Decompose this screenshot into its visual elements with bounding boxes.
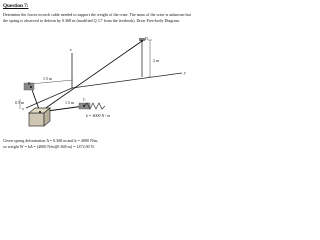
label-0-5m: 0.5 m: [15, 100, 25, 105]
question-page: [0, 0, 200, 169]
statics-diagram: [0, 30, 200, 136]
label-spring-constant: k = 4000 N / m: [86, 113, 111, 118]
given-data-text: [3, 138, 197, 150]
point-a: [39, 111, 41, 113]
y-axis-line: [72, 73, 182, 88]
point-d: [141, 40, 143, 42]
point-b: [30, 86, 32, 88]
question-prompt: Determine the forces in each cable needed to support the weight of the crate. The mass of the crate is unknown but the spring is observed to deform by 0.368 m (modified Q 3.7 from the textbook). Draw Free-body Diagram.: [3, 12, 191, 24]
given-line-2: so weight W = kΔ = (4000 N/m)(0.368 m) = 1472.00 N.: [3, 144, 95, 150]
given-line-1: Given spring deformation Δ = 0.368 m and k = 4000 N/m,: [3, 138, 99, 143]
label-x: x: [22, 106, 24, 111]
label-b: B: [28, 81, 31, 86]
label-d: D: [145, 36, 148, 41]
label-z: z: [70, 47, 72, 52]
question-heading: Question 7:: [3, 3, 29, 9]
label-c: C: [83, 97, 86, 102]
label-2m: 2 m: [153, 58, 160, 63]
point-c: [83, 105, 85, 107]
crate-front: [29, 113, 44, 126]
label-1-5m-bottom: 1.5 m: [65, 100, 75, 105]
label-y: y: [184, 70, 186, 75]
cable-ad: [40, 41, 142, 112]
label-1-5m-top: 1.5 m: [43, 76, 53, 81]
